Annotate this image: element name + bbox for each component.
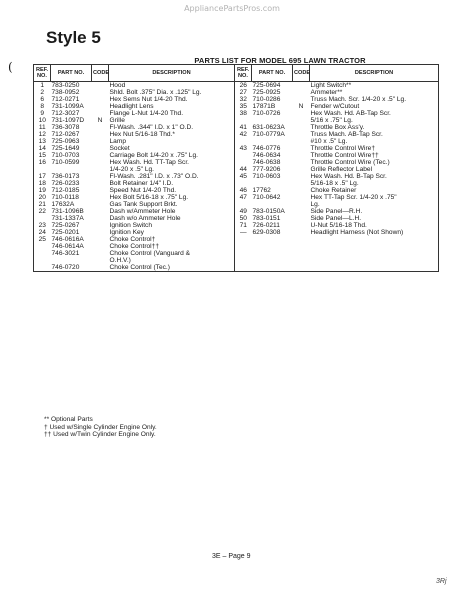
cell-ref-right: 47	[235, 194, 252, 201]
cell-desc-left: Grille	[109, 117, 125, 124]
cell-desc-left: Bolt Retainer 1/4" I.D.	[109, 180, 174, 187]
cell-desc-right: Choke Retainer	[310, 187, 439, 194]
cell-ref-right	[235, 250, 252, 257]
cell-ref-right: —	[235, 229, 252, 236]
cell-part-right: 777-9206	[252, 166, 281, 173]
cell-desc-right: 5/16 x .75" Lg.	[310, 117, 439, 124]
cell-code-left	[92, 236, 109, 243]
cell-desc-right: Fender w/Cutout	[310, 103, 439, 110]
header-code-left: CODE	[92, 65, 109, 82]
cell-code-left	[92, 222, 109, 229]
cell-part-right: 783-0151	[252, 215, 281, 222]
table-row	[34, 250, 439, 257]
cell-code-right	[293, 215, 310, 222]
table-row	[34, 131, 439, 138]
cell-desc-left: Lamp	[109, 138, 126, 145]
table-row	[34, 215, 439, 222]
cell-ref-right: 42	[235, 131, 252, 138]
header-part-right: PART NO.	[252, 65, 293, 82]
cell-part-left: 725-1649	[51, 145, 80, 152]
table-row	[34, 89, 439, 96]
table-row	[34, 257, 439, 264]
cell-desc-right: Throttle Control Wire†	[310, 145, 439, 152]
cell-code-left	[92, 264, 109, 272]
table-row	[34, 124, 439, 131]
cell-desc-right: Side Panel—L.H.	[310, 215, 439, 222]
cell-code-left	[92, 250, 109, 257]
cell-part-left: 746-3021	[51, 250, 80, 257]
cell-code-left	[92, 110, 109, 117]
cell-desc-right: Throttle Control Wire††	[310, 152, 439, 159]
cell-part-right	[252, 138, 293, 145]
cell-desc-left: Dash w/o Ammeter Hole	[109, 215, 181, 222]
cell-code-right	[293, 257, 310, 264]
cell-code-right	[293, 222, 310, 229]
cell-desc-right	[310, 257, 439, 264]
footnote-single-cylinder: † Used w/Single Cylinder Engine Only.	[44, 423, 157, 431]
cell-code-left	[92, 215, 109, 222]
cell-desc-right: Lg.	[310, 201, 439, 208]
cell-ref-right: 46	[235, 187, 252, 194]
cell-desc-right: U-Nut 5/16-18 Thd.	[310, 222, 439, 229]
cell-part-right	[252, 257, 293, 264]
cell-part-left: 736-3078	[51, 124, 80, 131]
parts-list-title: PARTS LIST FOR MODEL 695 LAWN TRACTOR	[194, 56, 366, 65]
cell-part-left: 712-0271	[51, 96, 80, 103]
cell-code-left	[92, 229, 109, 236]
cell-ref-left: 17	[34, 173, 51, 180]
table-row	[34, 173, 439, 180]
cell-code-right	[293, 89, 310, 96]
cell-part-right: 710-0726	[252, 110, 281, 117]
cell-ref-right	[235, 264, 252, 272]
cell-ref-left: 24	[34, 229, 51, 236]
cell-code-right	[293, 187, 310, 194]
cell-code-right	[293, 180, 310, 187]
cell-part-left: 725-0963	[51, 138, 80, 145]
cell-part-left: 746-0616A	[51, 236, 84, 243]
cell-desc-left: Fl-Wash. .281" I.D. x .73" O.D.	[109, 173, 199, 180]
cell-desc-left: O.H.V.)	[109, 257, 131, 264]
header-desc-right: DESCRIPTION	[310, 65, 439, 82]
cell-part-right: 710-0642	[252, 194, 281, 201]
cell-code-right	[293, 264, 310, 272]
cell-part-right	[252, 236, 293, 243]
cell-part-right: 725-0694	[252, 82, 281, 89]
table-row	[34, 208, 439, 215]
cell-code-right	[293, 159, 310, 166]
cell-desc-right: #10 x .5" Lg.	[310, 138, 439, 145]
cell-desc-left: Hood	[109, 82, 126, 89]
cell-ref-left: 12	[34, 131, 51, 138]
cell-part-left: 736-0173	[51, 173, 80, 180]
table-row	[34, 243, 439, 250]
cell-code-right	[293, 152, 310, 159]
cell-desc-right: Truss Mach. Scr. 1/4-20 x .5" Lg.	[310, 96, 439, 103]
cell-desc-left: Shld. Bolt .375" Dia. x .125" Lg.	[109, 89, 202, 96]
cell-part-right: 725-0925	[252, 89, 281, 96]
cell-ref-left: 2	[34, 89, 51, 96]
cell-ref-right: 44	[235, 166, 252, 173]
cell-ref-left: 9	[34, 110, 51, 117]
cell-ref-right	[235, 159, 252, 166]
footnotes	[44, 416, 157, 439]
cell-desc-left: Carriage Bolt 1/4-20 x .75" Lg.	[109, 152, 198, 159]
page-number: 3E – Page 9	[212, 553, 251, 560]
cell-code-left: N	[97, 117, 103, 124]
table-row	[34, 152, 439, 159]
table-row	[34, 103, 439, 110]
table-row	[34, 229, 439, 236]
cell-code-right	[293, 194, 310, 201]
cell-part-left: 710-0599	[51, 159, 80, 166]
cell-code-left	[92, 89, 109, 96]
cell-desc-left: Dash w/Ammeter Hole	[109, 208, 176, 215]
cell-part-left: 731-1097D	[51, 117, 85, 124]
cell-desc-right: Hex Wash. Hd. AB-Tap Scr.	[310, 110, 439, 117]
cell-part-right	[252, 117, 293, 124]
cell-ref-left	[34, 250, 51, 257]
cell-desc-left: Hex Wash. Hd. TT-Tap Scr.	[109, 159, 190, 166]
table-row	[34, 159, 439, 166]
cell-code-right	[293, 243, 310, 250]
cell-desc-right: Truss Mach. AB-Tap Scr.	[310, 131, 439, 138]
cell-part-right: 710-0286	[252, 96, 281, 103]
cell-desc-left: Fl-Wash. .344" I.D. x 1" O.D.	[109, 124, 194, 131]
cell-code-left	[92, 124, 109, 131]
cell-ref-right: 43	[235, 145, 252, 152]
cell-part-left: 731-1099A	[51, 103, 84, 110]
cell-ref-right: 35	[235, 103, 252, 110]
cell-code-left	[92, 243, 109, 250]
cell-part-left: 738-0952	[51, 89, 80, 96]
cell-ref-left: 25	[34, 236, 51, 243]
cell-part-left: 746-0720	[51, 264, 92, 272]
cell-desc-right: Headlight Harness (Not Shown)	[310, 229, 439, 236]
cell-desc-left: Choke Control††	[109, 243, 159, 250]
cell-code-right	[293, 145, 310, 152]
cell-code-right	[293, 201, 310, 208]
cell-desc-right: Throttle Box Ass'y.	[310, 124, 439, 131]
cell-desc-right	[310, 250, 439, 257]
cell-desc-right: Ammeter**	[310, 89, 439, 96]
cell-desc-left: 1/4-20 x .5" Lg.	[109, 166, 154, 173]
cell-code-left	[92, 257, 109, 264]
cell-ref-right: 50	[235, 215, 252, 222]
cell-ref-right: 49	[235, 208, 252, 215]
cell-ref-left: 18	[34, 180, 51, 187]
cell-part-left: 746-0614A	[51, 243, 84, 250]
cell-code-left	[92, 208, 109, 215]
cell-desc-left: Ignition Key	[109, 229, 144, 236]
cell-part-left: 712-3027	[51, 110, 80, 117]
cell-part-left	[51, 257, 92, 264]
cell-code-left	[92, 138, 109, 145]
corner-mark: 3Rj	[436, 578, 447, 585]
cell-part-right	[252, 243, 293, 250]
cell-part-right: 17762	[252, 187, 271, 194]
cell-desc-left: Choke Control (Tec.)	[109, 264, 235, 272]
cell-code-right: N	[298, 103, 304, 110]
cell-code-right	[293, 110, 310, 117]
table-row	[34, 138, 439, 145]
cell-code-right	[293, 96, 310, 103]
header-code-right: CODE	[293, 65, 310, 82]
header-ref-right: REF. NO.	[235, 65, 252, 82]
cell-part-right: 629-0308	[252, 229, 281, 236]
cell-desc-left: Gas Tank Support Brkt.	[109, 201, 178, 208]
cell-part-left: 726-0233	[51, 180, 80, 187]
cell-part-left: 725-0267	[51, 222, 80, 229]
cell-part-left: 710-0703	[51, 152, 80, 159]
cell-ref-right	[235, 236, 252, 243]
cell-code-left	[92, 166, 109, 173]
cell-part-left: 712-0267	[51, 131, 80, 138]
cell-ref-right: 32	[235, 96, 252, 103]
cell-ref-right	[235, 152, 252, 159]
cell-desc-left: Hex Bolt 5/16-18 x .75" Lg.	[109, 194, 189, 201]
cell-ref-left: 6	[34, 96, 51, 103]
cell-ref-right: 45	[235, 173, 252, 180]
table-row	[34, 82, 439, 90]
cell-code-right	[293, 131, 310, 138]
cell-part-left: 725-0201	[51, 229, 80, 236]
cell-code-left	[92, 131, 109, 138]
cell-part-left: 712-0185	[51, 187, 80, 194]
cell-code-left	[92, 159, 109, 166]
cell-code-left	[92, 187, 109, 194]
cell-part-right	[252, 180, 293, 187]
cell-ref-left: 1	[34, 82, 51, 90]
cell-part-right: 746-0776	[252, 145, 281, 152]
cell-desc-right: Hex Wash. Hd. B-Tap Scr.	[310, 173, 439, 180]
cell-part-right: 783-0150A	[252, 208, 285, 215]
cell-ref-left: 8	[34, 103, 51, 110]
cell-desc-right	[310, 243, 439, 250]
cell-ref-right	[235, 117, 252, 124]
cell-desc-right: Grille Reflector Label	[310, 166, 439, 173]
cell-desc-left: Flange L-Nut 1/4-20 Thd.	[109, 110, 184, 117]
cell-part-right	[252, 264, 293, 272]
cell-ref-left	[34, 243, 51, 250]
cell-code-left	[92, 152, 109, 159]
cell-ref-left	[34, 215, 51, 222]
cell-part-left: 710-0118	[51, 194, 79, 201]
cell-code-left	[92, 103, 109, 110]
cell-ref-right: 27	[235, 89, 252, 96]
cell-ref-left: 22	[34, 208, 51, 215]
footnote-twin-cylinder: †† Used w/Twin Cylinder Engine Only.	[44, 431, 156, 438]
cell-ref-left: 11	[34, 124, 51, 131]
cell-ref-right	[235, 243, 252, 250]
cell-desc-right: Throttle Control Wire (Tec.)	[310, 159, 439, 166]
cell-code-right	[293, 166, 310, 173]
cell-code-left	[92, 201, 109, 208]
cell-desc-left: Ignition Switch	[109, 222, 153, 229]
table-row	[34, 222, 439, 229]
cell-ref-right: 41	[235, 124, 252, 131]
cell-code-right	[293, 117, 310, 124]
cell-desc-left: Choke Control†	[109, 236, 156, 243]
table-header-row	[34, 65, 439, 82]
cell-desc-left: Choke Control (Vanguard &	[109, 250, 191, 257]
cell-desc-left: Hex Sems Nut 1/4-20 Thd.	[109, 96, 188, 103]
cell-part-right: 726-0211	[252, 222, 280, 229]
cell-ref-right	[235, 201, 252, 208]
header-part-left: PART NO.	[51, 65, 92, 82]
cell-part-right: 746-0638	[252, 159, 281, 166]
cell-desc-left: Speed Nut 1/4-20 Thd.	[109, 187, 177, 194]
cell-part-left	[51, 166, 92, 173]
cell-code-right	[293, 138, 310, 145]
cell-ref-right: 71	[235, 222, 252, 229]
header-desc-left: DESCRIPTION	[109, 65, 235, 82]
cell-desc-right	[310, 236, 439, 243]
cell-ref-right: 38	[235, 110, 252, 117]
cell-part-left: 731-1096B	[51, 208, 84, 215]
cell-code-left	[92, 82, 109, 90]
table-row	[34, 117, 439, 124]
cell-code-right	[293, 229, 310, 236]
cell-part-right	[252, 250, 293, 257]
cell-ref-left: 14	[34, 145, 51, 152]
cell-desc-right: Hex TT-Tap Scr. 1/4-20 x .75"	[310, 194, 439, 201]
cell-ref-left: 10	[34, 117, 51, 124]
cell-ref-left: 15	[34, 152, 51, 159]
margin-mark: (	[8, 60, 13, 74]
table-row	[34, 145, 439, 152]
cell-desc-right	[310, 264, 439, 272]
cell-code-right	[293, 173, 310, 180]
cell-ref-left: 21	[34, 201, 51, 208]
cell-part-right: 746-0634	[252, 152, 281, 159]
site-watermark: AppliancePartsPros.com	[184, 4, 280, 13]
parts-table	[33, 64, 439, 272]
cell-desc-left: Socket	[109, 145, 130, 152]
footnote-optional: ** Optional Parts	[44, 416, 93, 423]
cell-code-left	[92, 180, 109, 187]
cell-code-left	[92, 194, 109, 201]
cell-code-right	[293, 250, 310, 257]
table-row	[34, 264, 439, 272]
table-row	[34, 96, 439, 103]
cell-ref-right	[235, 138, 252, 145]
cell-desc-left: Hex Nut 5/16-18 Thd.*	[109, 131, 175, 138]
cell-ref-left: 13	[34, 138, 51, 145]
cell-ref-left: 19	[34, 187, 51, 194]
cell-desc-right: Side Panel—R.H.	[310, 208, 439, 215]
cell-ref-right	[235, 257, 252, 264]
cell-code-left	[92, 173, 109, 180]
table-row	[34, 166, 439, 173]
table-row	[34, 236, 439, 243]
style-title: Style 5	[46, 28, 101, 47]
cell-ref-left	[34, 166, 51, 173]
cell-code-right	[293, 124, 310, 131]
header-ref-left: REF. NO.	[34, 65, 51, 82]
cell-ref-right: 26	[235, 82, 252, 90]
cell-code-right	[293, 208, 310, 215]
table-row	[34, 180, 439, 187]
cell-part-left: 731-1337A	[51, 215, 84, 222]
table-row	[34, 201, 439, 208]
table-row	[34, 187, 439, 194]
cell-desc-right: 5/16-18 x .5" Lg.	[310, 180, 439, 187]
cell-part-right: 710-0779A	[252, 131, 285, 138]
cell-part-left: 17632A	[51, 201, 75, 208]
cell-code-right	[293, 236, 310, 243]
cell-part-left: 783-0250	[51, 82, 80, 89]
cell-code-right	[293, 82, 310, 90]
cell-desc-right: Light Switch**	[310, 82, 439, 90]
cell-ref-left	[34, 264, 51, 272]
cell-part-right: 631-0623A	[252, 124, 285, 131]
cell-part-right: 17871B	[252, 103, 276, 110]
cell-ref-right	[235, 180, 252, 187]
cell-part-right: 710-0603	[252, 173, 281, 180]
cell-part-right	[252, 201, 293, 208]
table-row	[34, 194, 439, 201]
cell-ref-left: 20	[34, 194, 51, 201]
cell-ref-left: 16	[34, 159, 51, 166]
cell-code-left	[92, 96, 109, 103]
cell-desc-left: Headlight Lens	[109, 103, 154, 110]
table-row	[34, 110, 439, 117]
cell-code-left	[92, 145, 109, 152]
cell-ref-left	[34, 257, 51, 264]
cell-ref-left: 23	[34, 222, 51, 229]
